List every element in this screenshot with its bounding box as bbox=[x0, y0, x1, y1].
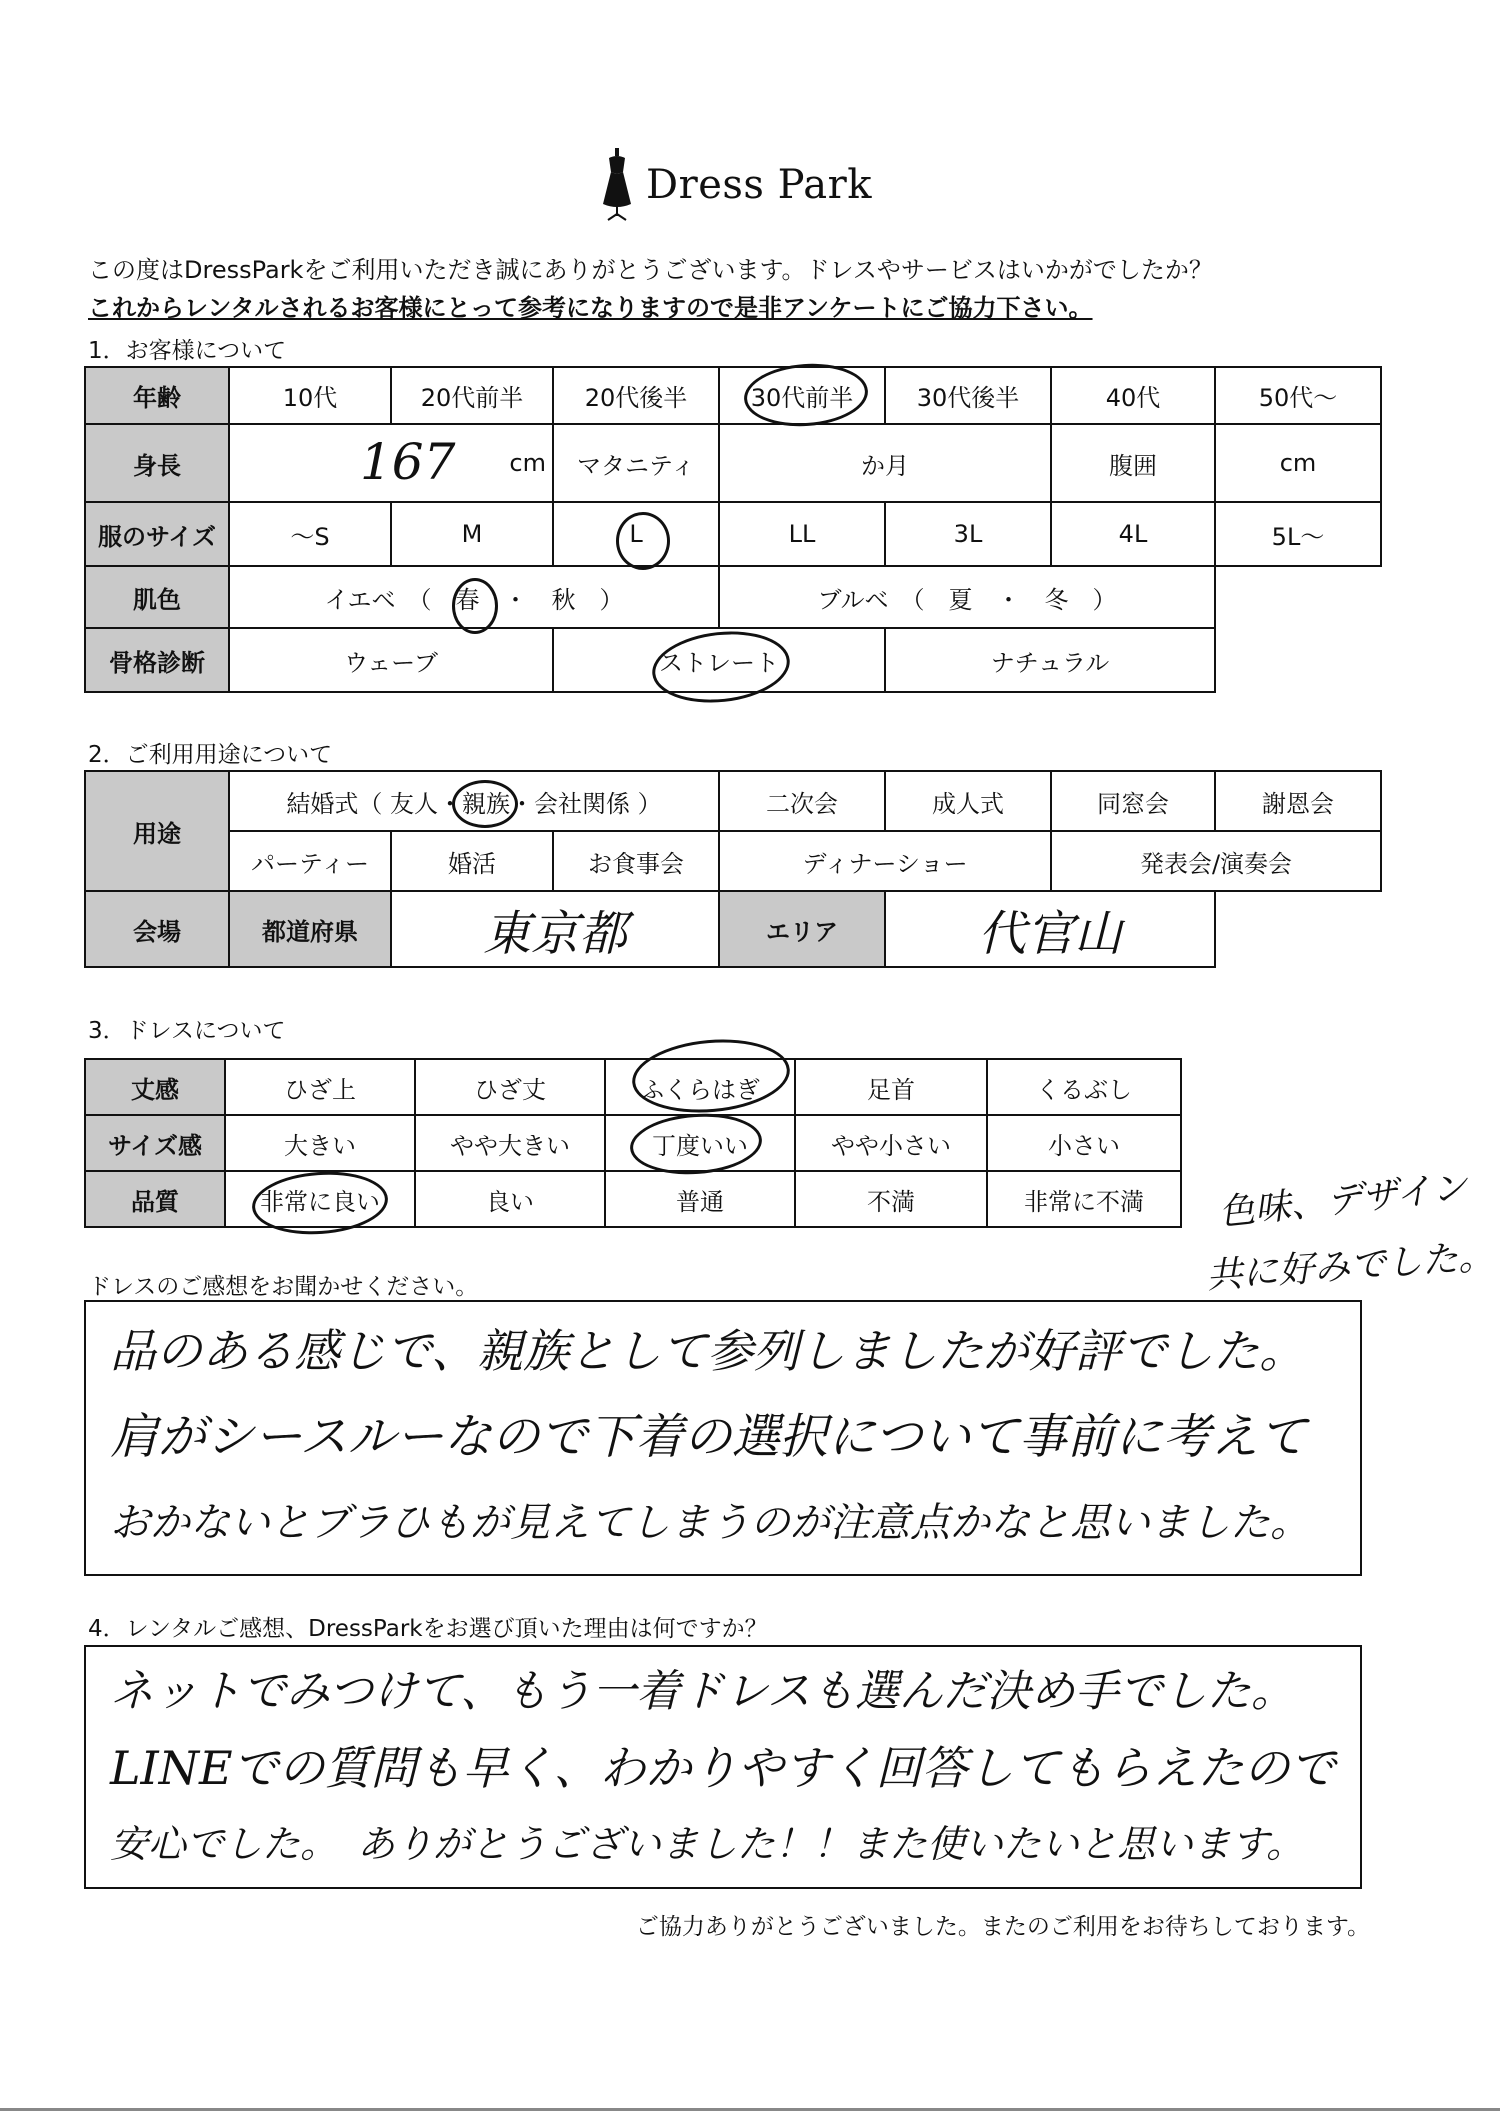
length-option[interactable]: くるぶし bbox=[987, 1059, 1181, 1115]
size-option-selected[interactable]: L bbox=[553, 502, 719, 566]
height-label: 身長 bbox=[85, 424, 229, 502]
purpose-option[interactable]: パーティー bbox=[229, 831, 391, 891]
frame-option[interactable]: ナチュラル bbox=[885, 628, 1215, 692]
fit-option[interactable]: やや小さい bbox=[795, 1115, 987, 1171]
waist-unit[interactable]: cm bbox=[1215, 424, 1381, 502]
quality-option[interactable]: 良い bbox=[415, 1171, 605, 1227]
usage-table bbox=[84, 770, 1382, 968]
frame-label: 骨格診断 bbox=[85, 628, 229, 692]
dress-form-icon bbox=[600, 148, 634, 222]
maternity-months[interactable]: か月 bbox=[719, 424, 1051, 502]
area-value[interactable]: 代官山 bbox=[885, 891, 1215, 967]
fit-option-selected[interactable]: 丁度いい bbox=[605, 1115, 795, 1171]
age-option[interactable]: 20代前半 bbox=[391, 367, 553, 424]
height-unit: cm bbox=[509, 449, 546, 477]
impression-line: 品のある感じで、親族として参列しましたが好評でした。 bbox=[110, 1324, 1306, 1378]
side-note-line: 色味、デザイン bbox=[1216, 1167, 1470, 1234]
reason-box[interactable] bbox=[84, 1645, 1362, 1889]
length-label: 丈感 bbox=[85, 1059, 225, 1115]
size-option[interactable]: M bbox=[391, 502, 553, 566]
fit-option[interactable]: やや大きい bbox=[415, 1115, 605, 1171]
age-row bbox=[85, 367, 1381, 424]
purpose-option[interactable]: 謝恩会 bbox=[1215, 771, 1381, 831]
reason-line: LINEでの質問も早く、わかりやすく回答してもらえたので bbox=[110, 1741, 1336, 1795]
wedding-option[interactable]: 結婚式（ 友人・親族・会社関係 ） bbox=[229, 771, 719, 831]
size-row bbox=[85, 502, 1381, 566]
skin-yellow-base[interactable]: イエベ （ 春 ・ 秋 ） bbox=[229, 566, 719, 628]
length-option[interactable]: ひざ上 bbox=[225, 1059, 415, 1115]
age-option[interactable]: 40代 bbox=[1051, 367, 1215, 424]
frame-row bbox=[85, 628, 1381, 692]
section3-title: 3．ドレスについて bbox=[88, 1018, 286, 1044]
intro-text: この度はDressParkをご利用いただき誠にありがとうございます。ドレスやサービスはいかがでしたか？ bbox=[88, 256, 1213, 284]
purpose-option[interactable]: 二次会 bbox=[719, 771, 885, 831]
skin-blue-base[interactable]: ブルベ （ 夏 ・ 冬 ） bbox=[719, 566, 1215, 628]
impression-line: 肩がシースルーなので下着の選択について事前に考えて bbox=[110, 1409, 1307, 1465]
length-option[interactable]: ひざ丈 bbox=[415, 1059, 605, 1115]
quality-option[interactable]: 不満 bbox=[795, 1171, 987, 1227]
height-value: 167 bbox=[360, 433, 456, 491]
side-note-line: 共に好みでした。 bbox=[1205, 1235, 1496, 1297]
length-option-selected[interactable]: ふくらはぎ bbox=[605, 1059, 795, 1115]
area-label: エリア bbox=[719, 891, 885, 967]
fit-option[interactable]: 大きい bbox=[225, 1115, 415, 1171]
fit-label: サイズ感 bbox=[85, 1115, 225, 1171]
size-option[interactable]: LL bbox=[719, 502, 885, 566]
quality-option-selected[interactable]: 非常に良い bbox=[225, 1171, 415, 1227]
skin-row bbox=[85, 566, 1381, 628]
age-option[interactable]: 30代後半 bbox=[885, 367, 1051, 424]
reason-line: 安心でした。 ありがとうございました！！また使いたいと思います。 bbox=[110, 1822, 1304, 1866]
size-option[interactable]: 5L〜 bbox=[1215, 502, 1381, 566]
length-option[interactable]: 足首 bbox=[795, 1059, 987, 1115]
dress-table bbox=[84, 1058, 1182, 1228]
prefecture-value[interactable]: 東京都 bbox=[391, 891, 719, 967]
reason-line: ネットでみつけて、もう一着ドレスも選んだ決め手でした。 bbox=[110, 1666, 1295, 1717]
age-option[interactable]: 50代〜 bbox=[1215, 367, 1381, 424]
age-option[interactable]: 20代後半 bbox=[553, 367, 719, 424]
brand-name: Dress Park bbox=[646, 162, 872, 208]
section1-title: 1．お客様について bbox=[88, 338, 287, 364]
purpose-option[interactable]: ディナーショー bbox=[719, 831, 1051, 891]
waist-label: 腹囲 bbox=[1051, 424, 1215, 502]
purpose-option[interactable]: 同窓会 bbox=[1051, 771, 1215, 831]
prefecture-label: 都道府県 bbox=[229, 891, 391, 967]
impression-prompt: ドレスのご感想をお聞かせください。 bbox=[88, 1274, 479, 1300]
maternity-label: マタニティ bbox=[553, 424, 719, 502]
impression-box[interactable] bbox=[84, 1300, 1362, 1576]
size-option[interactable]: 4L bbox=[1051, 502, 1215, 566]
age-option[interactable]: 10代 bbox=[229, 367, 391, 424]
purpose-option[interactable]: 婚活 bbox=[391, 831, 553, 891]
age-label: 年齢 bbox=[85, 367, 229, 424]
height-field[interactable] bbox=[229, 424, 553, 502]
scan-edge-line bbox=[0, 2108, 1500, 2111]
purpose-option[interactable]: 成人式 bbox=[885, 771, 1051, 831]
brand-logo bbox=[600, 148, 872, 222]
size-option[interactable]: 3L bbox=[885, 502, 1051, 566]
frame-option-selected[interactable]: ストレート bbox=[553, 628, 885, 692]
quality-label: 品質 bbox=[85, 1171, 225, 1227]
height-row bbox=[85, 424, 1381, 502]
size-label: 服のサイズ bbox=[85, 502, 229, 566]
purpose-option[interactable]: 発表会/演奏会 bbox=[1051, 831, 1381, 891]
purpose-label: 用途 bbox=[85, 771, 229, 891]
frame-option[interactable]: ウェーブ bbox=[229, 628, 553, 692]
closing-message: ご協力ありがとうございました。またのご利用をお待ちしております。 bbox=[635, 1914, 1370, 1940]
intro-request: これからレンタルされるお客様にとって参考になりますので是非アンケートにご協力下さい。 bbox=[88, 294, 1093, 322]
impression-line: おかないとブラひもが見えてしまうのが注意点かなと思いました。 bbox=[110, 1500, 1310, 1546]
section2-title: 2．ご利用用途について bbox=[88, 742, 333, 768]
size-option[interactable]: 〜S bbox=[229, 502, 391, 566]
section4-title: 4．レンタルご感想、DressParkをお選び頂いた理由は何ですか？ bbox=[88, 1616, 768, 1642]
customer-table bbox=[84, 366, 1382, 693]
age-option-selected[interactable]: 30代前半 bbox=[719, 367, 885, 424]
quality-option[interactable]: 普通 bbox=[605, 1171, 795, 1227]
fit-option[interactable]: 小さい bbox=[987, 1115, 1181, 1171]
purpose-option[interactable]: お食事会 bbox=[553, 831, 719, 891]
skin-label: 肌色 bbox=[85, 566, 229, 628]
quality-option[interactable]: 非常に不満 bbox=[987, 1171, 1181, 1227]
venue-label: 会場 bbox=[85, 891, 229, 967]
